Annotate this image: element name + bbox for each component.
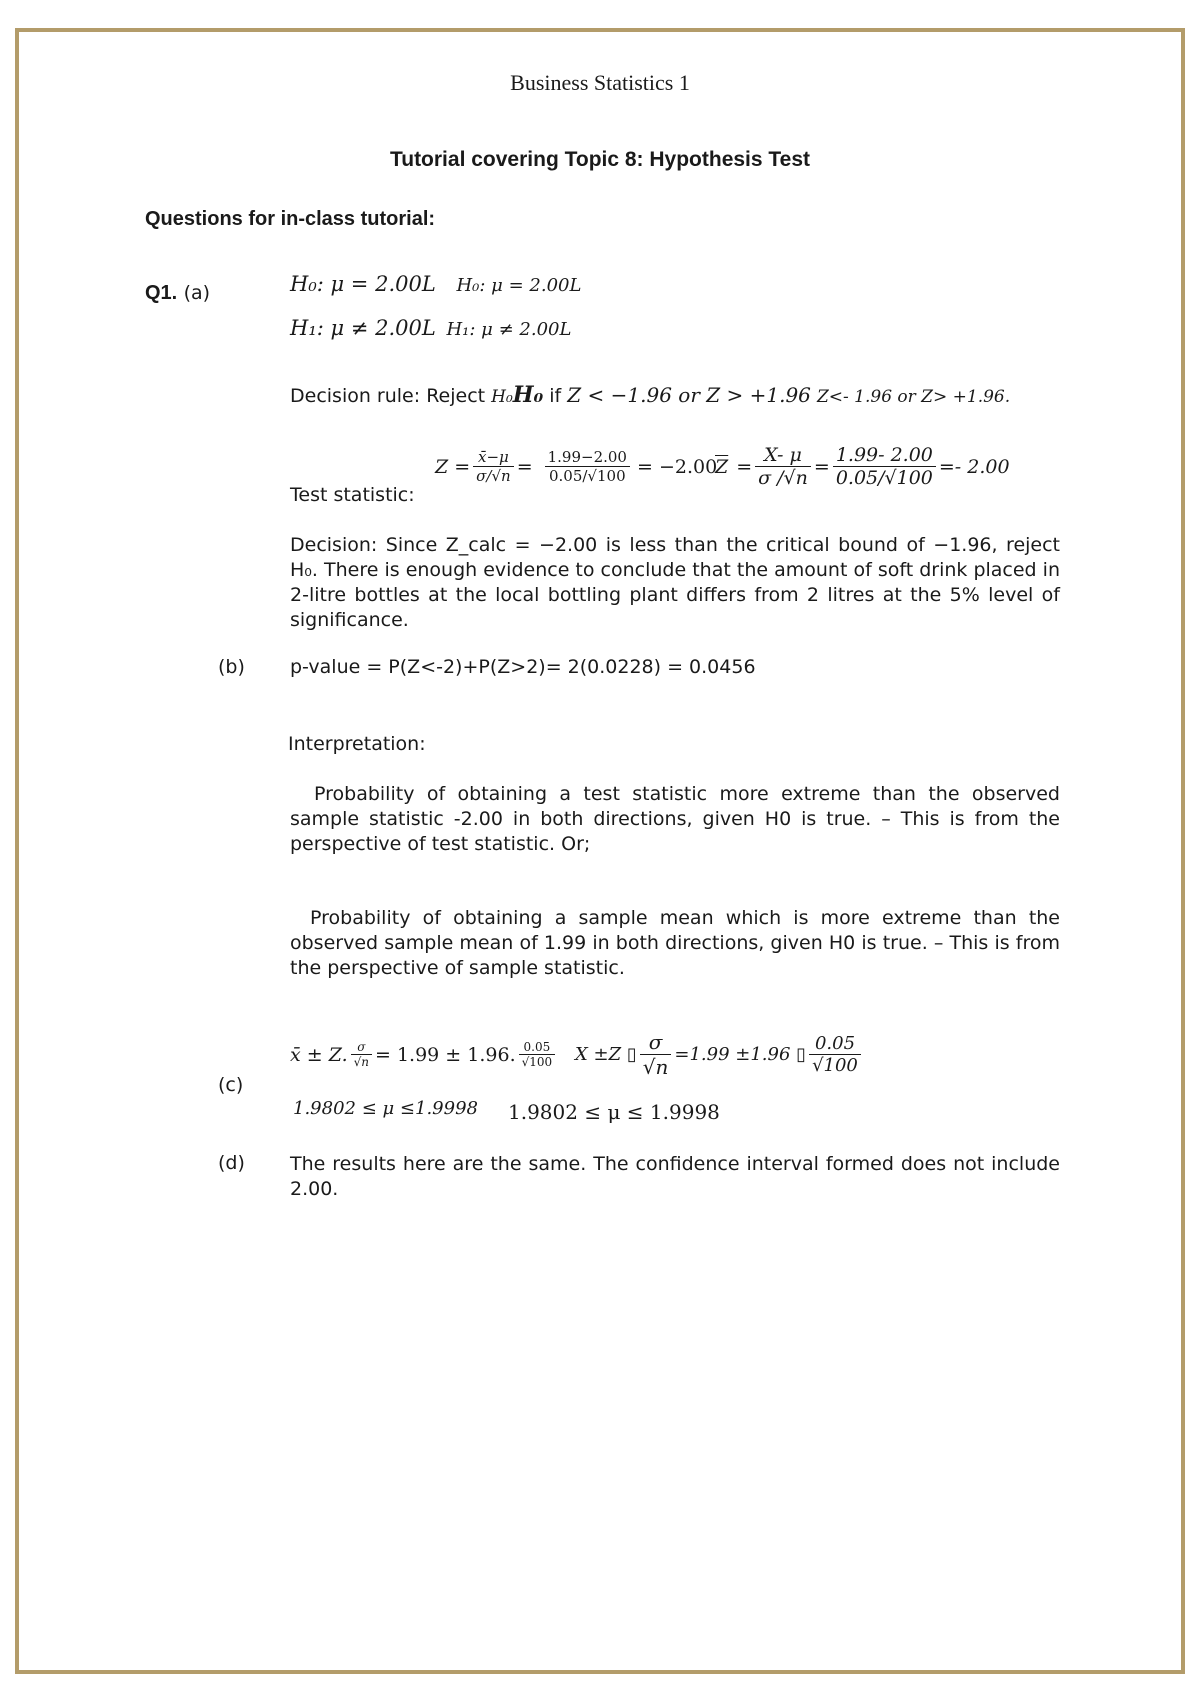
part-b-label: (b): [218, 656, 245, 678]
question-label: [145, 280, 210, 305]
page-header: Business Statistics 1: [510, 70, 690, 95]
ci-formula: [290, 1040, 558, 1069]
ts-fraction-denominator: σ/√n: [476, 467, 511, 485]
ts2-fraction-numeric: [833, 444, 936, 489]
ci-formula-fraction-numerator: σ: [351, 1040, 372, 1055]
h0-equation: H₀: μ = 2.00L: [290, 272, 436, 296]
ci2-fraction-denominator: √n: [642, 1055, 669, 1079]
ts2-equals: =: [736, 455, 753, 478]
ts2-denominator: σ /√n: [758, 467, 808, 489]
decision-rule-condition: Z < −1.96 or Z > +1.96: [567, 383, 811, 407]
ci-formula-fraction-denominator: √n: [353, 1055, 369, 1069]
decision-paragraph: Decision: Since Z_calc = −2.00 is less than the critical bound of −1.96, reject H₀. There is enough evidence to conclude that the amount of soft drink placed in 2-litre bottles at the local bottling plant differs from 2 litres at the 5% level of significance.: [290, 534, 1060, 631]
part-d-text: The results here are the same. The confidence interval formed does not include 2.00.: [290, 1153, 1060, 1200]
alternative-hypothesis: [290, 316, 571, 340]
ts2-z: $\overline{Z}$: [715, 455, 729, 478]
decision-rule: [290, 382, 1010, 408]
ts2-equals-2: =: [813, 455, 830, 478]
decision-rule-prefix: Decision rule: Reject: [290, 385, 486, 407]
ts-fraction-numerator: x̄−μ: [473, 448, 514, 467]
section-heading: Questions for in-class tutorial:: [145, 208, 436, 230]
ts2-fraction: [755, 444, 811, 489]
h0-equation-alt: H₀: μ = 2.00L: [456, 275, 582, 296]
ts-fraction-numeric: [545, 448, 630, 485]
document-title: Tutorial covering Topic 8: Hypothesis Test: [389, 148, 811, 171]
part-c-label: (c): [218, 1074, 244, 1096]
ci2-lhs: X ±Z ▯: [575, 1044, 637, 1065]
ci-formula-fraction2-numerator: 0.05: [519, 1040, 556, 1055]
test-statistic-formula: [435, 448, 717, 485]
ts-result: = −2.00: [636, 455, 718, 478]
decision-rule-if: if: [543, 385, 562, 407]
ts-fraction2-denominator: 0.05/√100: [548, 467, 626, 485]
part-d-label: (d): [218, 1152, 245, 1174]
ts2-result: =- 2.00: [938, 455, 1010, 478]
ts-z: Z =: [435, 455, 471, 478]
ts-fraction2-numerator: 1.99−2.00: [545, 448, 630, 467]
interpretation-label: Interpretation:: [288, 733, 426, 755]
ts-equals: =: [516, 455, 533, 478]
ci-formula-lhs: x̄ ± Z.: [290, 1043, 348, 1066]
ci-formula-fraction2-denominator: √100: [521, 1055, 553, 1069]
decision-rule-h0-small: H₀: [491, 387, 513, 407]
ci-formula-fraction: [351, 1040, 372, 1069]
ts2-numerator: X- μ: [755, 444, 811, 467]
ci2-fraction-numerator: σ: [640, 1030, 672, 1055]
interpretation-test-statistic: Probability of obtaining a test statistic more extreme than the observed sample statistic -2.00 in both directions, given H0 is true. – This is from the perspective of test statistic. Or;: [290, 783, 1060, 855]
ci-interval-alt: 1.9802 ≤ μ ≤ 1.9998: [508, 1100, 720, 1124]
ci2-fraction2-denominator: √100: [812, 1055, 858, 1076]
ci2-mid: =1.99 ±1.96 ▯: [674, 1044, 807, 1065]
ci2-fraction: [640, 1030, 672, 1079]
decision-rule-h0-large: H₀: [512, 382, 544, 408]
p-value-line: p-value = P(Z<-2)+P(Z>2)= 2(0.0228) = 0.0456: [290, 656, 756, 678]
part-a-label: (a): [183, 282, 211, 304]
ci-interval: 1.9802 ≤ μ ≤1.9998: [293, 1098, 478, 1119]
ci-formula-mid: = 1.99 ± 1.96.: [375, 1043, 516, 1066]
decision-rule-condition-alt: Z<- 1.96 or Z> +1.96.: [816, 387, 1011, 407]
ts2-denominator-numeric: 0.05/√100: [835, 467, 933, 489]
test-statistic-formula-alt: [715, 444, 1010, 489]
ci2-fraction-2: [809, 1033, 861, 1076]
h1-equation: H₁: μ ≠ 2.00L: [290, 316, 436, 340]
ci-formula-alt: [575, 1030, 864, 1079]
ts2-numerator-numeric: 1.99- 2.00: [833, 444, 936, 467]
ts-fraction-symbolic: [473, 448, 514, 485]
test-statistic-label: Test statistic:: [290, 484, 415, 506]
question-number: Q1.: [145, 282, 178, 304]
h1-equation-alt: H₁: μ ≠ 2.00L: [446, 319, 572, 340]
ci-formula-fraction-2: [519, 1040, 556, 1069]
interpretation-sample-statistic: Probability of obtaining a sample mean which is more extreme than the observed sample mean of 1.99 in both directions, given H0 is true. – This is from the perspective of sample statistic.: [290, 907, 1060, 979]
null-hypothesis: [290, 272, 581, 296]
ci2-fraction2-numerator: 0.05: [809, 1033, 861, 1055]
